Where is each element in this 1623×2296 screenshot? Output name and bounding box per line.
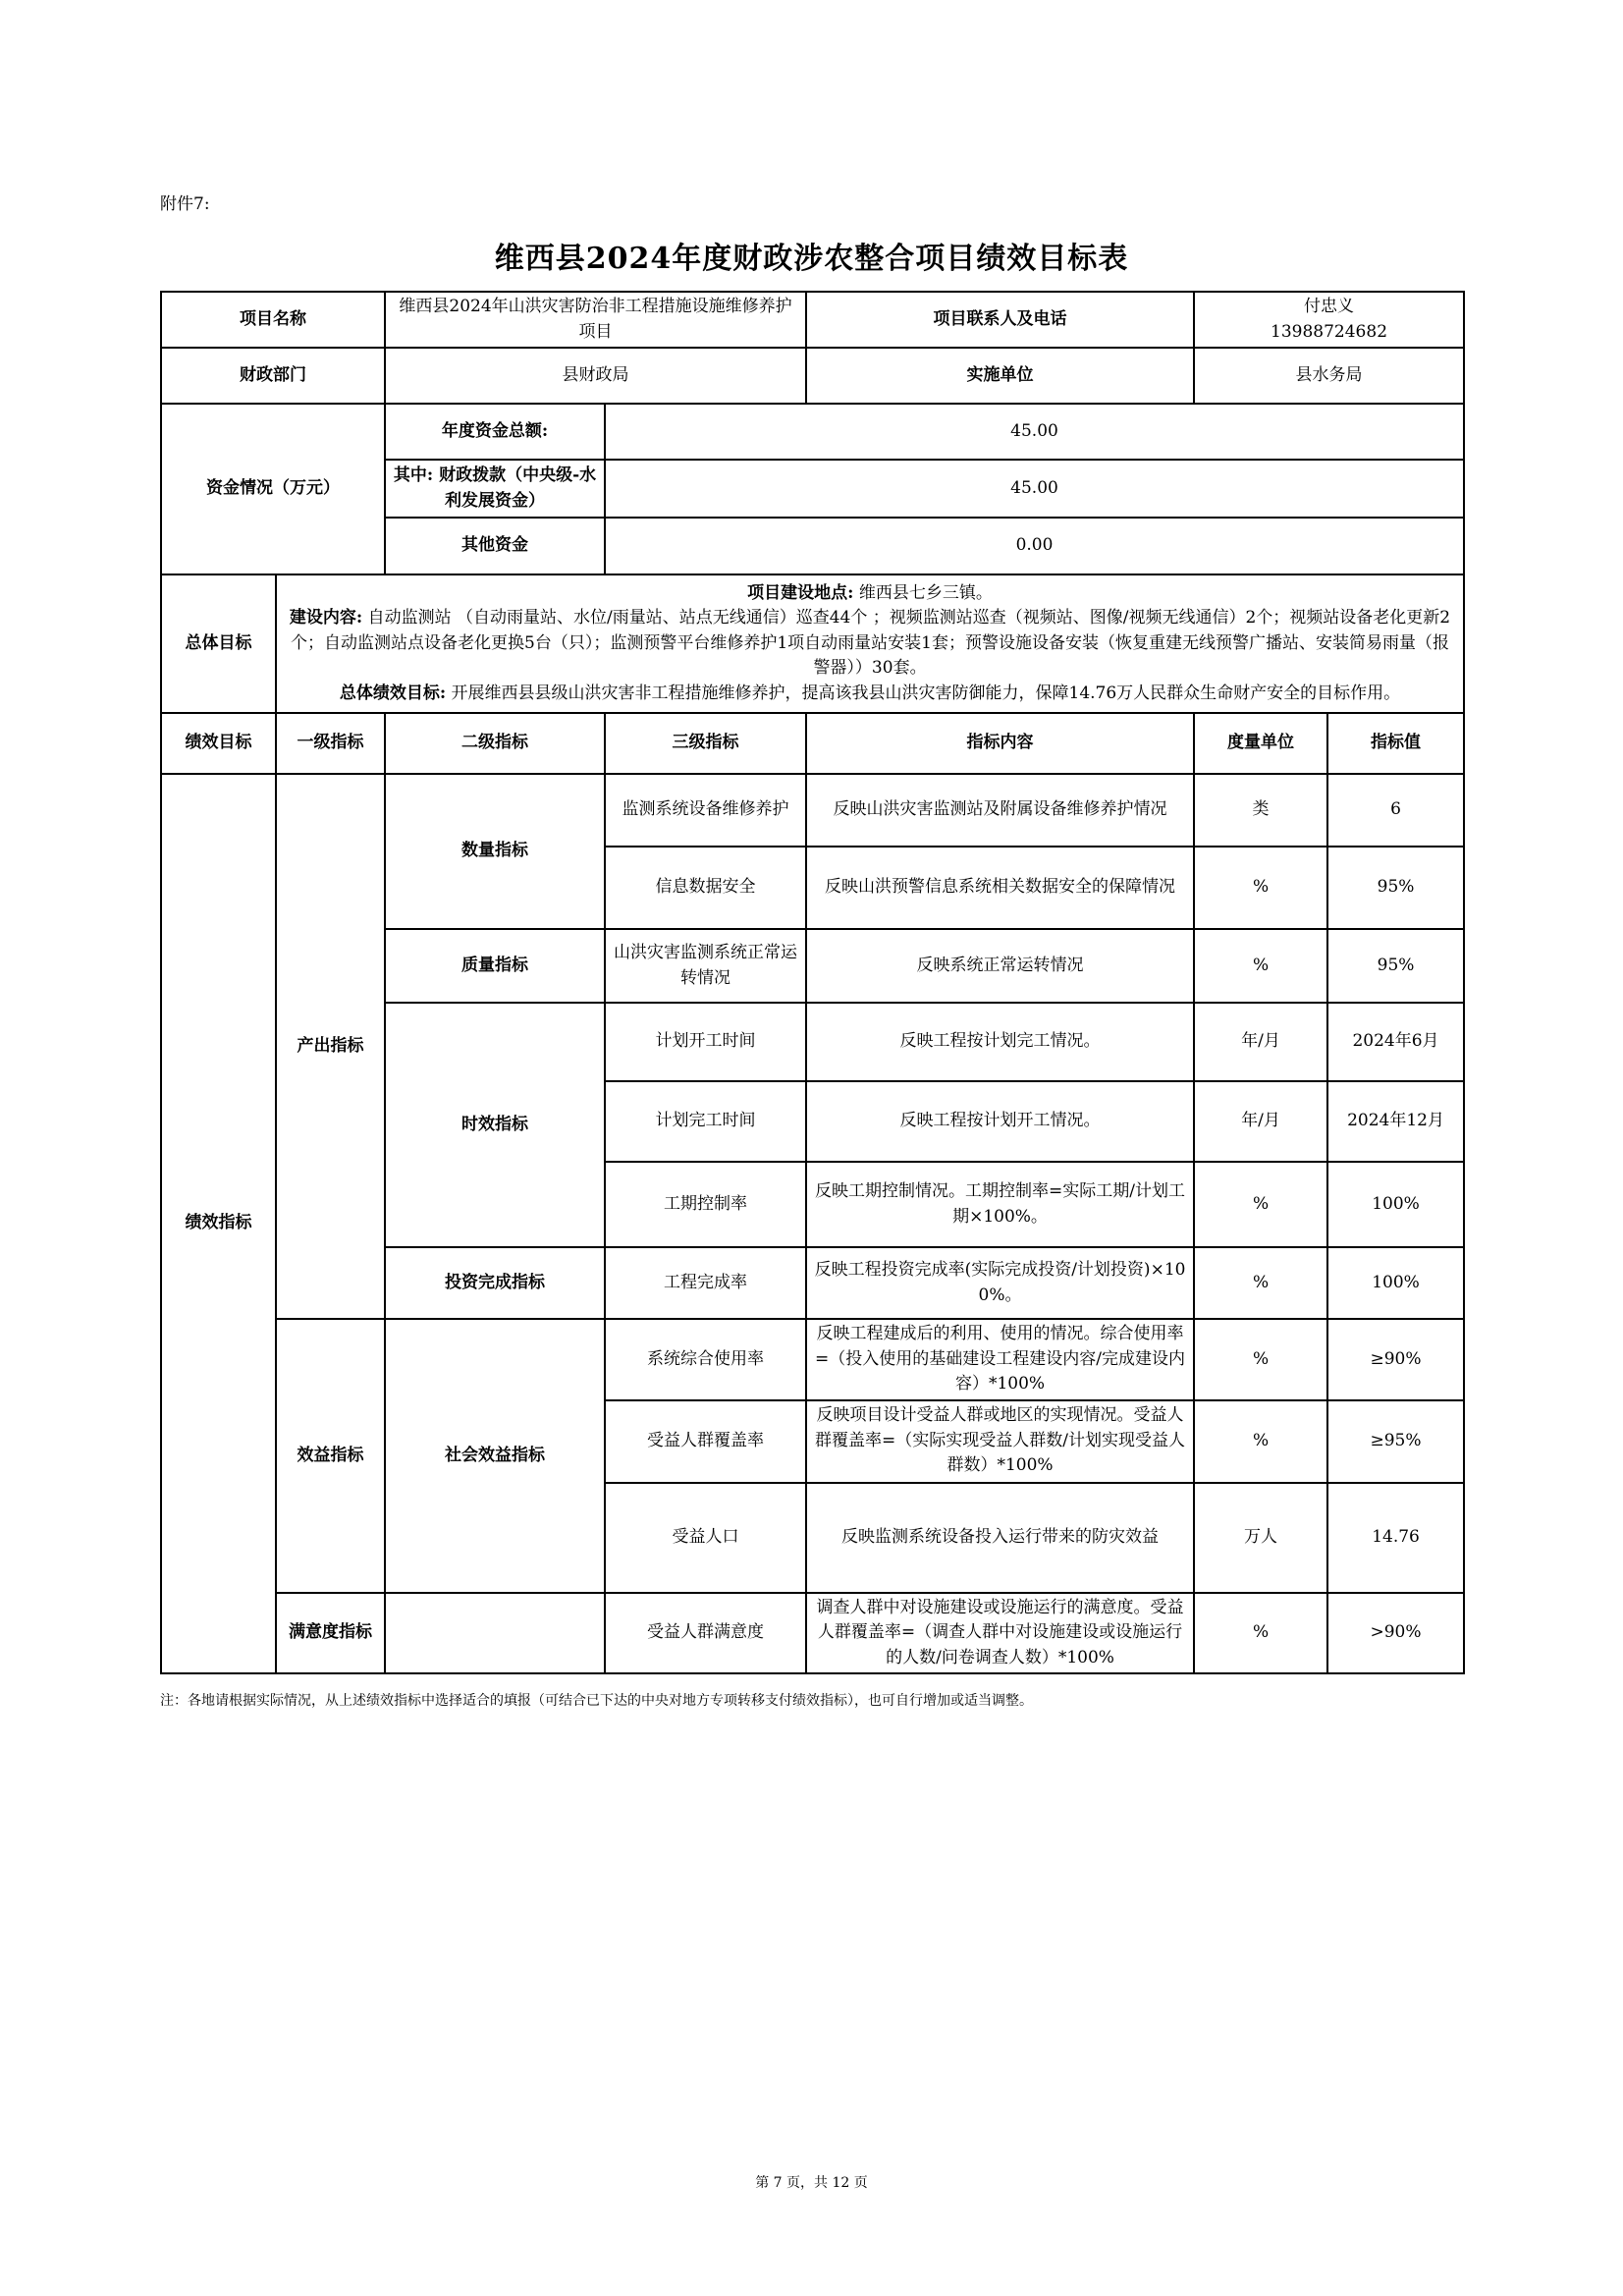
indicator-level3: 计划开工时间: [605, 1003, 806, 1081]
indicator-content: 反映监测系统设备投入运行带来的防灾效益: [806, 1483, 1194, 1593]
contact-value: [1194, 292, 1464, 348]
indicator-level3: 受益人群满意度: [605, 1593, 806, 1674]
indicator-value: >90%: [1327, 1593, 1464, 1674]
indicator-unit: %: [1194, 1593, 1327, 1674]
goal-performance-text: 开展维西县县级山洪灾害非工程措施维修养护，提高该我县山洪灾害防御能力，保障14.76万人民群众生命财产安全的目标作用。: [446, 683, 1401, 703]
impl-unit-value: 县水务局: [1194, 348, 1464, 404]
overall-goal-content: [276, 574, 1464, 713]
indicator-unit: %: [1194, 929, 1327, 1003]
level2-quality: 质量指标: [385, 929, 605, 1003]
indicator-unit: %: [1194, 1247, 1327, 1319]
project-name-label: 项目名称: [161, 292, 385, 348]
indicator-level3: 工程完成率: [605, 1247, 806, 1319]
indicator-level3: 信息数据安全: [605, 847, 806, 929]
goal-location-line: [283, 581, 1457, 607]
goal-content-label: 建设内容:: [289, 608, 363, 629]
indicator-content: 反映工期控制情况。工期控制率=实际工期/计划工期×100%。: [806, 1162, 1194, 1247]
level1-output: 产出指标: [276, 774, 385, 1319]
performance-target-table: [160, 291, 1465, 1674]
contact-name: 付忠义: [1304, 297, 1355, 316]
indicator-level3: 监测系统设备维修养护: [605, 774, 806, 847]
page-number: 第 7 页，共 12 页: [755, 2175, 868, 2191]
indicator-content: 反映工程按计划开工情况。: [806, 1081, 1194, 1162]
indicator-value: 14.76: [1327, 1483, 1464, 1593]
indicator-level3: 工期控制率: [605, 1162, 806, 1247]
overall-goal-label: 总体目标: [161, 574, 276, 713]
indicator-unit: 类: [1194, 774, 1327, 847]
indicator-value: 100%: [1327, 1162, 1464, 1247]
contact-phone: 13988724682: [1271, 321, 1388, 342]
indicator-unit: 年/月: [1194, 1081, 1327, 1162]
header-level3: 三级指标: [605, 713, 806, 774]
indicator-unit: 年/月: [1194, 1003, 1327, 1081]
indicator-content: 反映工程按计划完工情况。: [806, 1003, 1194, 1081]
funding-section-label: 资金情况（万元）: [161, 404, 385, 574]
group-performance-indicators: 绩效指标: [161, 774, 276, 1673]
funding-fiscal-value: 45.00: [605, 460, 1464, 518]
header-level1: 一级指标: [276, 713, 385, 774]
contact-label: 项目联系人及电话: [806, 292, 1194, 348]
indicator-value: 95%: [1327, 929, 1464, 1003]
level2-empty: [385, 1593, 605, 1674]
indicator-unit: %: [1194, 1400, 1327, 1483]
header-unit: 度量单位: [1194, 713, 1327, 774]
indicator-value: ≥95%: [1327, 1400, 1464, 1483]
finance-dept-value: 县财政局: [385, 348, 806, 404]
indicator-value: 2024年6月: [1327, 1003, 1464, 1081]
level2-investment: 投资完成指标: [385, 1247, 605, 1319]
indicator-content: 反映山洪预警信息系统相关数据安全的保障情况: [806, 847, 1194, 929]
indicator-level3: 系统综合使用率: [605, 1319, 806, 1400]
indicator-unit: %: [1194, 847, 1327, 929]
level2-quantity: 数量指标: [385, 774, 605, 929]
indicator-level3: 计划完工时间: [605, 1081, 806, 1162]
indicator-content: 反映系统正常运转情况: [806, 929, 1194, 1003]
indicator-content: 反映项目设计受益人群或地区的实现情况。受益人群覆盖率=（实际实现受益人群数/计划实现受益人群数）*100%: [806, 1400, 1194, 1483]
funding-fiscal-label: 其中: 财政拨款（中央级-水利发展资金）: [385, 460, 605, 518]
header-level2: 二级指标: [385, 713, 605, 774]
goal-performance-line: [283, 682, 1457, 707]
level2-social: 社会效益指标: [385, 1319, 605, 1593]
goal-location-text: 维西县七乡三镇。: [853, 582, 993, 603]
impl-unit-label: 实施单位: [806, 348, 1194, 404]
table-footnote: 注：各地请根据实际情况，从上述绩效指标中选择适合的填报（可结合已下达的中央对地方专项转移支付绩效指标），也可自行增加或适当调整。: [160, 1693, 1033, 1709]
header-content: 指标内容: [806, 713, 1194, 774]
indicator-level3: 受益人口: [605, 1483, 806, 1593]
indicator-content: 反映山洪灾害监测站及附属设备维修养护情况: [806, 774, 1194, 847]
header-value: 指标值: [1327, 713, 1464, 774]
funding-total-label: 年度资金总额:: [385, 404, 605, 460]
indicator-unit: %: [1194, 1319, 1327, 1400]
goal-content-line: [283, 606, 1457, 682]
indicator-unit: %: [1194, 1162, 1327, 1247]
indicator-level3: 山洪灾害监测系统正常运转情况: [605, 929, 806, 1003]
indicator-level3: 受益人群覆盖率: [605, 1400, 806, 1483]
project-name-value: 维西县2024年山洪灾害防治非工程措施设施维修养护项目: [385, 292, 806, 348]
header-performance-target: 绩效目标: [161, 713, 276, 774]
finance-dept-label: 财政部门: [161, 348, 385, 404]
indicator-unit: 万人: [1194, 1483, 1327, 1593]
funding-other-value: 0.00: [605, 518, 1464, 574]
indicator-content: 调查人群中对设施建设或设施运行的满意度。受益人群覆盖率=（调查人群中对设施建设或设施运行的人数/问卷调查人数）*100%: [806, 1593, 1194, 1674]
indicator-value: 100%: [1327, 1247, 1464, 1319]
level1-satisfaction: 满意度指标: [276, 1593, 385, 1674]
indicator-value: 95%: [1327, 847, 1464, 929]
attachment-label: 附件7:: [160, 194, 210, 214]
goal-performance-label: 总体绩效目标:: [339, 683, 447, 703]
indicator-value: 2024年12月: [1327, 1081, 1464, 1162]
funding-other-label: 其他资金: [385, 518, 605, 574]
indicator-content: 反映工程投资完成率(实际完成投资/计划投资)×100%。: [806, 1247, 1194, 1319]
goal-content-text: 自动监测站 （自动雨量站、水位/雨量站、站点无线通信）巡查44个 ；视频监测站巡查（视频站、图像/视频无线通信）2个；视频站设备老化更新2个；自动监测站点设备老化更换5台（只）；监测预警平台维修养护1项自动雨量站安装1套；预警设施设备安装（恢复重建无线预警广播站、安装简易雨量（报警器））30套。: [291, 608, 1451, 679]
goal-location-label: 项目建设地点:: [747, 582, 854, 603]
level2-timeliness: 时效指标: [385, 1003, 605, 1247]
indicator-content: 反映工程建成后的利用、使用的情况。综合使用率=（投入使用的基础建设工程建设内容/完成建设内容）*100%: [806, 1319, 1194, 1400]
indicator-value: ≥90%: [1327, 1319, 1464, 1400]
funding-total-value: 45.00: [605, 404, 1464, 460]
indicator-value: 6: [1327, 774, 1464, 847]
page-title: 维西县2024年度财政涉农整合项目绩效目标表: [494, 242, 1129, 276]
level1-benefit: 效益指标: [276, 1319, 385, 1593]
